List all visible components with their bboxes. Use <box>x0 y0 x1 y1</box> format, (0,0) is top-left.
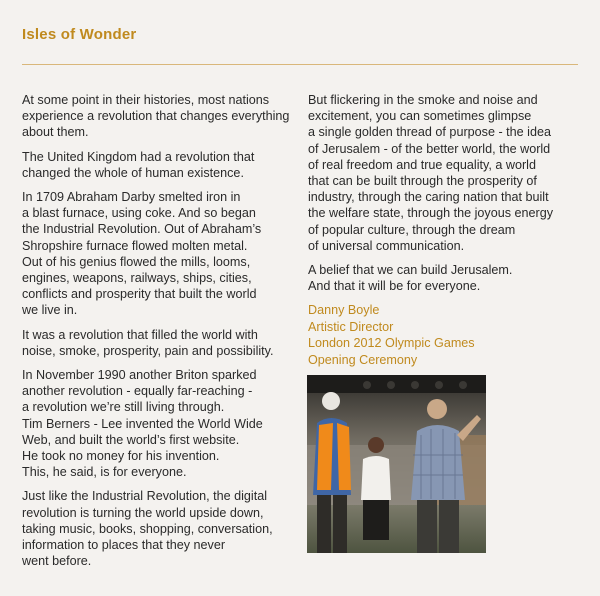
signature-role: Artistic Director <box>308 319 394 334</box>
photo-illustration <box>307 375 486 553</box>
signature-block <box>308 302 583 368</box>
paragraph: It was a revolution that filled the world with noise, smoke, prosperity, pain and possibility. <box>22 327 274 358</box>
header-rule <box>22 64 578 65</box>
signature-ceremony: Opening Ceremony <box>308 352 418 367</box>
signature-name: Danny Boyle <box>308 303 380 318</box>
page-title: Isles of Wonder <box>22 26 137 43</box>
paragraph: But flickering in the smoke and noise and excitement, you can sometimes glimpse a single golden thread of purpose - the idea of Jerusalem - of the better world, the world of real freedom and true equality, a world that can be built through the prosperity of industry, through the caring nation that built the welfare state, through the joyous energy of popular culture, through the dream of universal communication. <box>308 93 554 253</box>
paragraph: In November 1990 another Briton sparked another revolution - equally far-reaching - a revolution we’re still living through. Tim Berners - Lee invented the World Wide Web, and built the world’s first website. He took no money for his invention. This, he said, is for everyone. <box>22 368 263 480</box>
left-column <box>22 92 297 577</box>
paragraph: The United Kingdom had a revolution that changed the whole of human existence. <box>22 149 255 180</box>
paragraph: At some point in their histories, most nations experience a revolution that changes everything about them. <box>22 93 290 140</box>
signature-event: London 2012 Olympic Games <box>308 336 475 351</box>
right-column <box>308 92 583 368</box>
paragraph: Just like the Industrial Revolution, the digital revolution is turning the world upside down, taking music, books, shopping, conversation, information to places that they never went before. <box>22 489 273 569</box>
paragraph: In 1709 Abraham Darby smelted iron in a blast furnace, using coke. And so began the Industrial Revolution. Out of Abraham’s Shropshire furnace flowed molten metal. Out of his genius flowed the mills, looms, engines, weapons, railways, ships, cities, conflicts and prosperity that built the world we live in. <box>22 190 262 318</box>
photo-people-in-stadium <box>307 375 486 553</box>
paragraph: A belief that we can build Jerusalem. And that it will be for everyone. <box>308 263 513 294</box>
